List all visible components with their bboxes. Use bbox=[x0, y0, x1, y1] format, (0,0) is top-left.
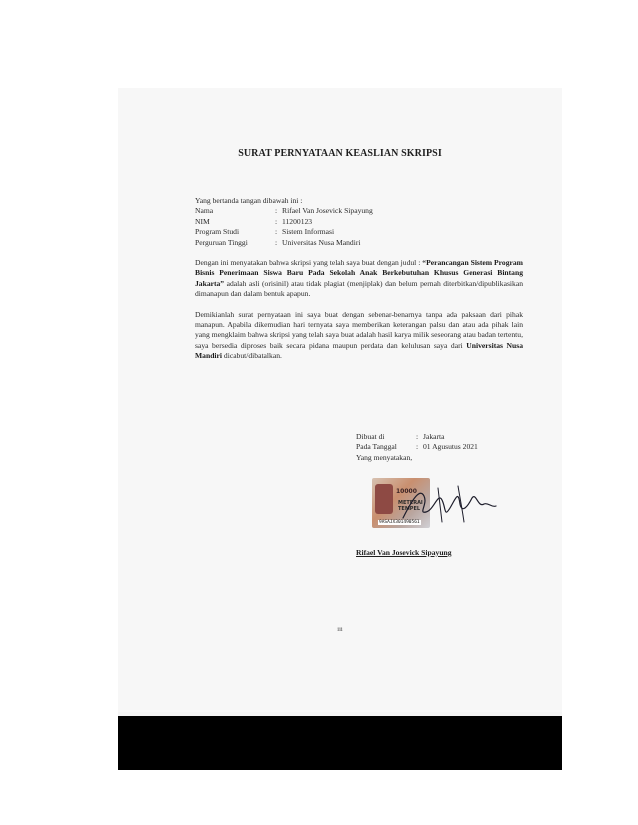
info-separator: : bbox=[275, 227, 278, 237]
info-separator: : bbox=[275, 237, 278, 247]
document-title: SURAT PERNYATAAN KEASLIAN SKRIPSI bbox=[238, 148, 442, 159]
declaration-paragraph bbox=[195, 258, 523, 300]
info-label: Nama bbox=[195, 206, 214, 216]
document-body bbox=[195, 196, 523, 362]
info-row-name bbox=[195, 206, 523, 216]
page-number: iii bbox=[337, 626, 343, 633]
info-separator: : bbox=[275, 206, 278, 216]
scanned-page bbox=[118, 88, 562, 770]
date-separator: : bbox=[416, 442, 419, 452]
statement-paragraph bbox=[195, 310, 523, 362]
closing-line: Yang menyatakan, bbox=[356, 452, 413, 462]
info-row-program bbox=[195, 227, 523, 237]
info-label: Program Studi bbox=[195, 227, 240, 237]
place-row bbox=[356, 432, 506, 442]
paragraph-text: Dengan ini menyatakan bahwa skripsi yang telah saya buat dengan judul : bbox=[195, 258, 423, 268]
info-value: Universitas Nusa Mandiri bbox=[282, 237, 361, 247]
info-label: NIM bbox=[195, 216, 210, 226]
info-label: Perguruan Tinggi bbox=[195, 237, 248, 247]
paragraph-text: dicabut/dibatalkan. bbox=[222, 351, 282, 361]
info-row-nim bbox=[195, 217, 523, 227]
intro-line: Yang bertanda tangan dibawah ini : bbox=[195, 196, 303, 205]
date-label: Pada Tanggal bbox=[356, 442, 397, 452]
place-value: Jakarta bbox=[423, 432, 445, 441]
stamp-value: 10000 bbox=[396, 488, 417, 495]
black-band bbox=[118, 716, 562, 770]
university-name: Universitas Nusa Mandiri bbox=[195, 340, 524, 361]
info-value: Rifael Van Josevick Sipayung bbox=[282, 206, 373, 216]
date-value: 01 Agusutus 2021 bbox=[423, 442, 478, 452]
paragraph-text: Demikianlah surat pernyataan ini saya buat dengan sebenar-benarnya tanpa ada paksaan dari pihak manapun. Apabila dikemudian hari ternyata saya memberikan keterangan palsu dan atau ada pihak lain yang mengklaim bahwa skripsi yang telah saya buat adalah hasil karya milik seseorang atau badan tertentu, saya bersedia diproses baik secara pidana maupun perdata dan kelulusan saya dari bbox=[195, 309, 523, 350]
signer-name: Rifael Van Josevick Sipayung bbox=[356, 548, 452, 557]
handwritten-signature bbox=[398, 478, 498, 530]
date-row bbox=[356, 442, 506, 452]
info-value: 11200123 bbox=[282, 216, 313, 226]
thesis-title: “Perancangan Sistem Program Bisnis Penerimaan Siswa Baru Pada Sekolah Anak Berkebutuhan Khusus Generasi Bintang Jakarta” bbox=[195, 258, 523, 288]
stamp-emblem-icon bbox=[375, 484, 393, 514]
place-separator: : bbox=[416, 432, 419, 441]
paragraph-text: adalah asli (orisinil) atau tidak plagiat (menjiplak) dan belum pernah diterbitkan/dipublikasikan dimanapun dan dalam bentuk apapun. bbox=[195, 278, 523, 299]
info-row-university bbox=[195, 238, 523, 248]
stamp-label: METERAI TEMPEL bbox=[398, 500, 423, 512]
place-label: Dibuat di bbox=[356, 432, 385, 441]
info-value: Sistem Informasi bbox=[282, 227, 335, 237]
info-separator: : bbox=[275, 216, 278, 226]
signature-area bbox=[368, 476, 498, 534]
stamp-serial: 9ASAJX301490561 bbox=[379, 520, 420, 525]
signature-block bbox=[356, 432, 506, 463]
document-paper bbox=[118, 88, 562, 712]
